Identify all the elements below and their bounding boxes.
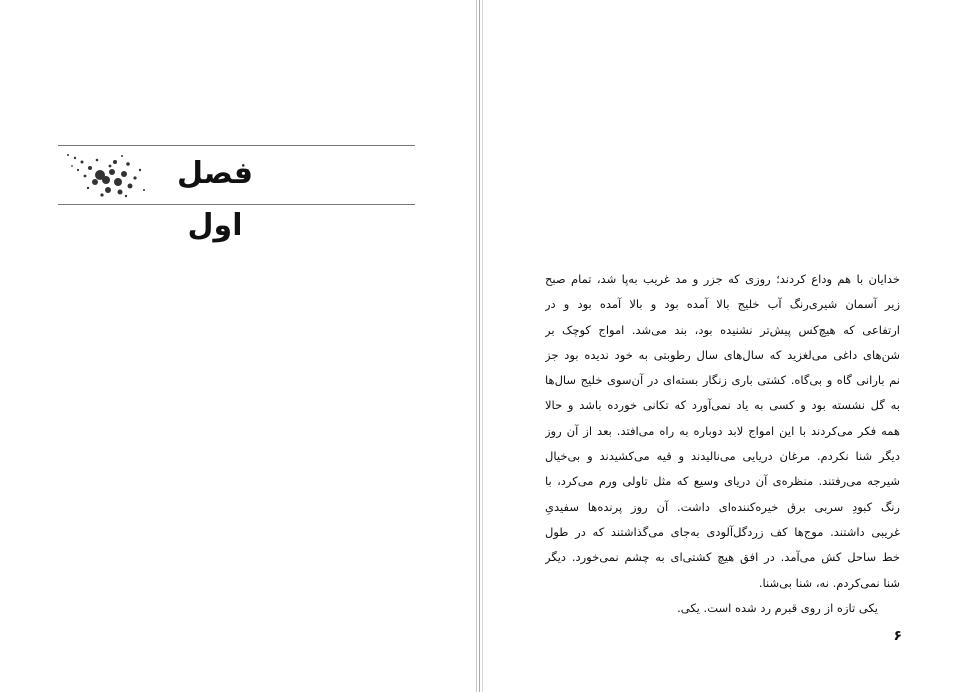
chapter-title: فصل اول	[177, 156, 253, 243]
left-page	[0, 0, 478, 692]
text-line: شیرجه می‌رفتند. منظره‌ی آن دریای وسیع که مثل تاولی ورم می‌کرد، با	[545, 474, 900, 489]
text-line: دیگر شنا نکردم. مرغان دریایی می‌نالیدند و قیه می‌کشیدند و بی‌خیال	[545, 449, 900, 464]
gutter-line	[479, 0, 480, 692]
text-line: ارتفاعی که هیچ‌کس پیش‌تر نشنیده بود، بند می‌شد. امواج کوچک بر	[545, 322, 900, 337]
text-line: زیر آسمان شیری‌رنگ آب خلیج بالا آمده بود و بالا آمده بود و در	[545, 297, 900, 312]
text-line: شن‌های داغی می‌لغزید که سال‌های سال رطوبتی به خود ندیده بود جز	[545, 347, 900, 362]
text-line: نم بارانی گاه و بی‌گاه. کشتی باری زنگار بسته‌ای در آن‌سوی خلیج سال‌ها	[545, 373, 900, 388]
chapter-rule-top	[58, 145, 415, 146]
page-number: ۶	[893, 628, 902, 644]
text-line: رنگ کبودِ سربی برق خیره‌کننده‌ای داشت. آن روز پرنده‌ها سفیدیِ	[545, 499, 900, 514]
paragraph-line: یکی تازه از روی قبرم رد شده است. یکی.	[677, 600, 878, 615]
text-line: شنا نمی‌کردم. نه، شنا بی‌شنا.	[758, 575, 900, 590]
chapter-rule-bottom	[58, 204, 415, 205]
gutter-line	[476, 0, 477, 692]
gutter-line	[482, 0, 483, 692]
text-line: همه فکر می‌کردند با این امواج لابد دوباره به راه می‌افتد. بعد از آن روز	[545, 423, 900, 438]
text-line: به گل نشسته بود و کسی به یاد نمی‌آورد که تکانی خورده باشد و حالا	[545, 398, 900, 413]
text-line: غریبی داشتند. موج‌ها کف زردگل‌آلودی به‌جای می‌گذاشتند که در طول	[545, 524, 900, 539]
text-line: خط ساحل کش می‌آمد. در افق هیچ کشتی‌ای به چشم نمی‌خورد. دیگر	[545, 550, 900, 565]
body-text	[545, 267, 900, 621]
ink-splatter-ornament-icon	[60, 150, 150, 200]
text-line: خدایان با هم وداع کردند؛ روزی که جزر و مد غریب به‌پا شد، تمام صبح	[545, 272, 900, 286]
